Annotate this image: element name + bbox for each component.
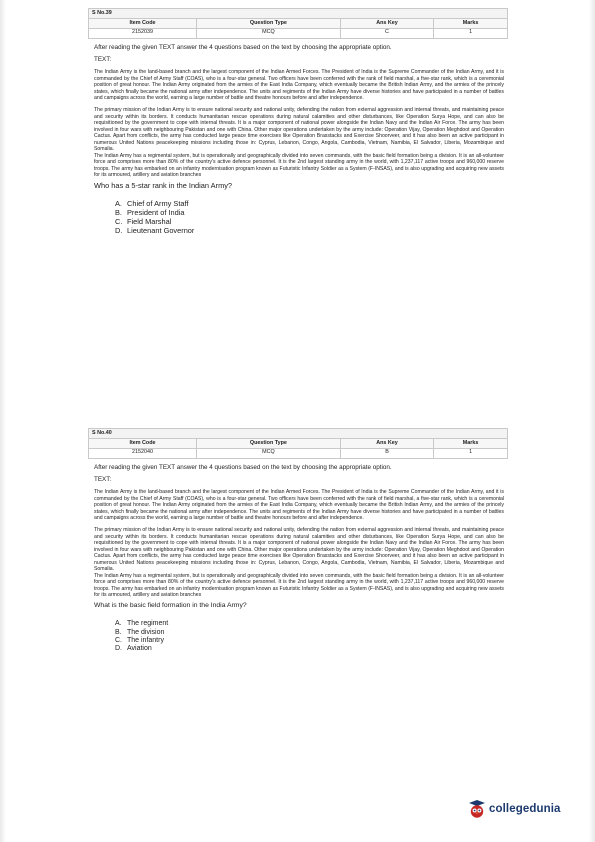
option-letter: C. — [115, 637, 122, 645]
option-text: The infantry — [127, 637, 164, 645]
text-label: TEXT: — [94, 56, 112, 64]
question-meta-table — [88, 8, 508, 39]
option-c[interactable] — [115, 637, 508, 645]
item-code-value: 2152039 — [89, 28, 197, 38]
passage-paragraph-2: The primary mission of the Indian Army is to ensure national security and national unity, defending the nation from external aggression and internal threats, and maintaining peace and security within its borders. It conducts humanitarian rescue operations during natural calamities and other disturbances, like Operation Surya Hope, and can also be requisitioned by the government to cope with internal threats. It is a major component of national power alongside the Indian Navy and the Indian Air Force. The army has been involved in four wars with neighbouring Pakistan and one with China. Other major operations undertaken by the army include: Operation Vijay, Operation Meghdoot and Operation Cactus. Apart from conflicts, the army has conducted large peace time exercises like Operation Brasstacks and Exercise Shoorveer, and it has also been an active participant in numerous United Nations peacekeeping missions including those in: Cyprus, Lebanon, Congo, Angola, Cambodia, Vietnam, Namibia, El Salvador, Liberia, Mozambique and Somalia. — [94, 107, 504, 153]
question-prompt: Who has a 5-star rank in the Indian Army? — [94, 181, 233, 191]
passage-paragraph-2: The primary mission of the Indian Army is to ensure national security and national unity, defending the nation from external aggression and internal threats, and maintaining peace and security within its borders. It conducts humanitarian rescue operations during natural calamities and other disturbances, like Operation Surya Hope, and can also be requisitioned by the government to cope with internal threats. It is a major component of national power alongside the Indian Navy and the Indian Air Force. The army has been involved in four wars with neighbouring Pakistan and one with China. Other major operations undertaken by the army include: Operation Vijay, Operation Meghdoot and Operation Cactus. Apart from conflicts, the army has conducted large peace time exercises like Operation Brasstacks and Exercise Shoorveer, and it has also been an active participant in numerous United Nations peacekeeping missions including those in: Cyprus, Lebanon, Congo, Angola, Cambodia, Vietnam, Namibia, El Salvador, Liberia, Mozambique and Somalia. — [94, 527, 504, 573]
question-meta-table — [88, 428, 508, 459]
instruction-text: After reading the given TEXT answer the 4 questions based on the text by choosing the appropriate option. — [94, 463, 392, 471]
option-d[interactable] — [115, 227, 508, 236]
option-b[interactable] — [115, 209, 508, 218]
item-code-value: 2152040 — [89, 448, 197, 458]
option-text: Field Marshal — [127, 217, 172, 227]
option-letter: A. — [115, 199, 122, 209]
text-label: TEXT: — [94, 476, 112, 484]
ans-key-header: Ans Key — [340, 18, 433, 28]
question-type-value: MCQ — [196, 448, 340, 458]
marks-value: 1 — [434, 448, 508, 458]
collegedunia-logo[interactable] — [469, 800, 561, 818]
item-code-header: Item Code — [89, 18, 197, 28]
question-block-40 — [88, 428, 508, 654]
question-type-value: MCQ — [196, 28, 340, 38]
option-text: Chief of Army Staff — [127, 199, 189, 209]
question-prompt: What is the basic field formation in the India Army? — [94, 602, 247, 610]
passage-paragraph-1: The Indian Army is the land-based branch and the largest component of the Indian Armed Forces. The President of India is the Supreme Commander of the Indian Army, and it is commanded by the Chief of Army Staff (COAS), who is a four-star general. Two officers have been conferred with the rank of field marshal, a five-star rank, which is a ceremonial position of great honour. The Indian Army originated from the armies of the East India Company, which eventually became the British Indian Army, and the armies of the princely states, which finally became the national army after independence. The units and regiments of the Indian Army have diverse histories and have participated in a number of battles and campaigns across the world, earning a large number of battle and theatre honours before and after independence. — [94, 69, 504, 102]
passage-paragraph-3: The Indian Army has a regimental system, but is operationally and geographically divided into seven commands, with the basic field formation being a division. It is an all-volunteer force and comprises more than 80% of the country's active defence personnel. It is the 2nd largest standing army in the world, with 1,237,117 active troops and 960,000 reserve troops. The army has embarked on an infantry modernisation program known as Futuristic Infantry Soldier as a System (F-INSAS), and is also upgrading and acquiring new assets for its armoured, artillery and aviation branches — [94, 572, 504, 599]
instruction-text: After reading the given TEXT answer the 4 questions based on the text by choosing the appropriate option. — [94, 43, 392, 51]
passage-paragraph-3: The Indian Army has a regimental system, but is operationally and geographically divided into seven commands, with the basic field formation being a division. It is an all-volunteer force and comprises more than 80% of the country's active defence personnel. It is the 2nd largest standing army in the world, with 1,237,117 active troops and 960,000 reserve troops. The army has embarked on an infantry modernisation program known as Futuristic Infantry Soldier as a System (F-INSAS), and is also upgrading and acquiring new assets for its armoured, artillery and aviation branches — [94, 152, 504, 179]
option-text: The division — [127, 628, 165, 636]
question-block-39 — [88, 8, 508, 236]
option-letter: B. — [115, 628, 122, 636]
option-letter: A. — [115, 620, 122, 628]
option-text: President of India — [127, 208, 185, 218]
serial-number: S No.39 — [89, 9, 508, 19]
marks-header: Marks — [434, 438, 508, 448]
item-code-header: Item Code — [89, 438, 197, 448]
marks-header: Marks — [434, 18, 508, 28]
question-type-header: Question Type — [196, 438, 340, 448]
option-letter: C. — [115, 217, 123, 227]
option-letter: B. — [115, 208, 122, 218]
serial-number: S No.40 — [89, 429, 508, 439]
question-type-header: Question Type — [196, 18, 340, 28]
option-d[interactable] — [115, 645, 508, 653]
option-text: The regiment — [127, 620, 169, 628]
ans-key-header: Ans Key — [340, 438, 433, 448]
option-letter: D. — [115, 645, 122, 653]
option-text: Aviation — [127, 645, 152, 653]
option-letter: D. — [115, 225, 123, 235]
graduate-owl-icon — [469, 800, 485, 818]
marks-value: 1 — [434, 28, 508, 38]
option-text: Lieutenant Governor — [127, 225, 195, 235]
brand-name: collegedunia — [489, 803, 561, 815]
answer-options — [115, 620, 508, 653]
ans-key-value: B — [340, 448, 433, 458]
ans-key-value: C — [340, 28, 433, 38]
option-a[interactable] — [115, 620, 508, 628]
answer-options — [115, 200, 508, 235]
passage-paragraph-1: The Indian Army is the land-based branch and the largest component of the Indian Armed Forces. The President of India is the Supreme Commander of the Indian Army, and it is commanded by the Chief of Army Staff (COAS), who is a four-star general. Two officers have been conferred with the rank of field marshal, a five-star rank, which is a ceremonial position of great honour. The Indian Army originated from the armies of the East India Company, which eventually became the British Indian Army, and the armies of the princely states, which finally became the national army after independence. The units and regiments of the Indian Army have diverse histories and have participated in a number of battles and campaigns across the world, earning a large number of battle and theatre honours before and after independence. — [94, 489, 504, 522]
option-b[interactable] — [115, 629, 508, 637]
